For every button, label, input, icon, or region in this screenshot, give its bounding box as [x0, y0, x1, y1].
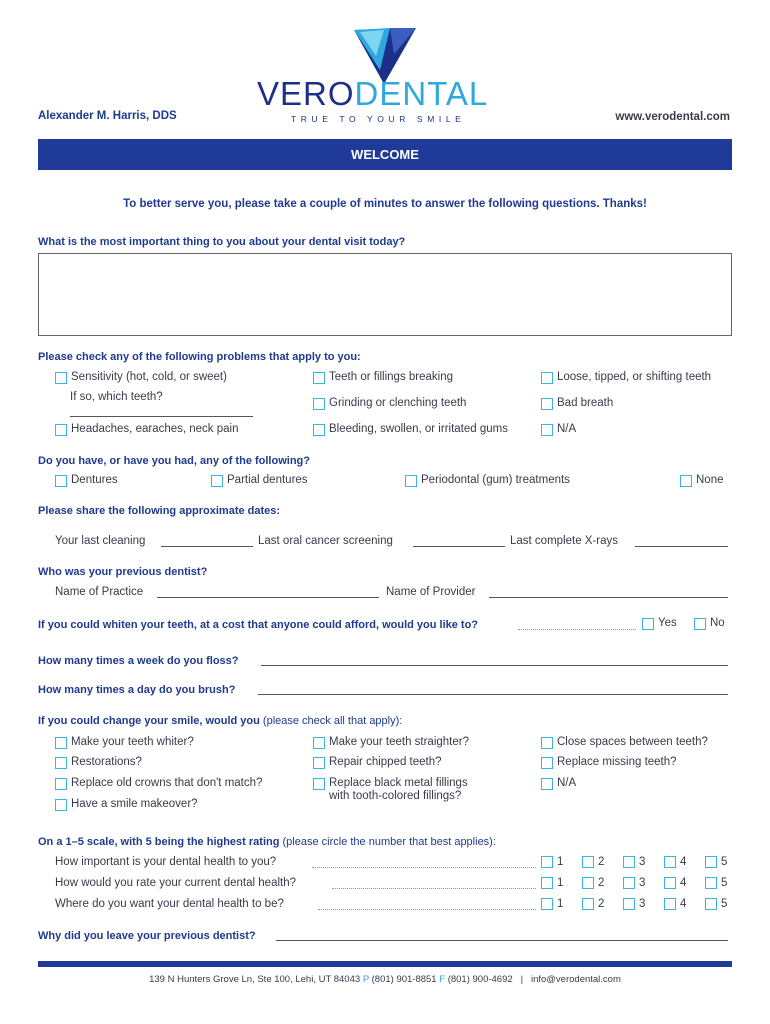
checkbox[interactable]	[694, 618, 706, 630]
footer-address: 139 N Hunters Grove Ln, Ste 100, Lehi, UT 84043	[149, 974, 361, 985]
checkbox[interactable]	[623, 877, 635, 889]
rating-5[interactable]: 5	[705, 898, 727, 910]
logo-text-dental: DENTAL	[354, 75, 489, 112]
rating-2[interactable]: 2	[582, 898, 604, 910]
last-screening-label: Last oral cancer screening	[258, 535, 393, 547]
checkbox[interactable]	[705, 898, 717, 910]
option-straighter[interactable]: Make your teeth straighter?	[313, 736, 469, 749]
logo-tagline: TRUE TO YOUR SMILE	[291, 114, 466, 124]
rating-3[interactable]: 3	[623, 898, 645, 910]
logo-text-vero: VERO	[257, 75, 355, 112]
checkbox[interactable]	[313, 757, 325, 769]
checkbox[interactable]	[541, 856, 553, 868]
option-restorations[interactable]: Restorations?	[55, 756, 142, 769]
rating-4[interactable]: 4	[664, 877, 686, 889]
doctor-name: Alexander M. Harris, DDS	[38, 110, 177, 122]
question-previous-dentist: Who was your previous dentist?	[38, 566, 208, 578]
question-whiten: If you could whiten your teeth, at a cost that anyone could afford, would you like to?	[38, 619, 479, 631]
option-problems-na[interactable]: N/A	[541, 423, 576, 436]
checkbox[interactable]	[313, 372, 325, 384]
question-scale: On a 1–5 scale, with 5 being the highest rating (please circle the number that best applies):	[38, 836, 496, 848]
practice-name-field[interactable]	[157, 597, 379, 598]
question-smile: If you could change your smile, would you (please check all that apply):	[38, 715, 403, 727]
which-teeth-line[interactable]	[70, 416, 253, 417]
option-partial-dentures[interactable]: Partial dentures	[211, 474, 308, 487]
rating-1[interactable]: 1	[541, 856, 563, 868]
checkbox[interactable]	[705, 877, 717, 889]
rating-2[interactable]: 2	[582, 877, 604, 889]
rating-4[interactable]: 4	[664, 856, 686, 868]
provider-name-field[interactable]	[489, 597, 728, 598]
footer-email[interactable]: info@verodental.com	[530, 974, 621, 985]
checkbox[interactable]	[541, 778, 553, 790]
option-grinding[interactable]: Grinding or clenching teeth	[313, 397, 466, 410]
checkbox[interactable]	[55, 757, 67, 769]
question-dates: Please share the following approximate dates:	[38, 505, 281, 517]
option-replace-missing[interactable]: Replace missing teeth?	[541, 756, 677, 769]
checkbox[interactable]	[541, 757, 553, 769]
question-problems: Please check any of the following problems that apply to you:	[38, 351, 361, 363]
provider-name-label: Name of Provider	[386, 586, 476, 598]
checkbox[interactable]	[705, 856, 717, 868]
last-cleaning-field[interactable]	[161, 546, 253, 547]
scale-row-current: How would you rate your current dental health?	[55, 877, 297, 889]
checkbox[interactable]	[664, 898, 676, 910]
option-periodontal[interactable]: Periodontal (gum) treatments	[405, 474, 570, 487]
important-textarea[interactable]	[38, 253, 732, 336]
checkbox[interactable]	[664, 877, 676, 889]
checkbox[interactable]	[313, 424, 325, 436]
rating-5[interactable]: 5	[705, 877, 727, 889]
checkbox[interactable]	[582, 856, 594, 868]
option-repair-chipped[interactable]: Repair chipped teeth?	[313, 756, 442, 769]
checkbox[interactable]	[642, 618, 654, 630]
leader-dots	[318, 909, 536, 910]
option-close-spaces[interactable]: Close spaces between teeth?	[541, 736, 708, 749]
checkbox[interactable]	[541, 898, 553, 910]
option-smile-na[interactable]: N/A	[541, 777, 576, 790]
rating-5[interactable]: 5	[705, 856, 727, 868]
option-whiten-yes[interactable]: Yes	[642, 617, 677, 630]
checkbox[interactable]	[623, 898, 635, 910]
scale-row-importance: How important is your dental health to you?	[55, 856, 277, 868]
option-history-none[interactable]: None	[680, 474, 724, 487]
footer-contact	[0, 974, 770, 985]
checkbox[interactable]	[55, 372, 67, 384]
intro-text: To better serve you, please take a couple of minutes to answer the following questions. Thanks!	[123, 198, 647, 210]
last-xrays-label: Last complete X-rays	[510, 535, 619, 547]
footer-separator: |	[520, 974, 524, 985]
whiten-leader-dots	[518, 629, 636, 630]
checkbox[interactable]	[541, 424, 553, 436]
rating-3[interactable]: 3	[623, 877, 645, 889]
checkbox[interactable]	[55, 799, 67, 811]
option-loose[interactable]: Loose, tipped, or shifting teeth	[541, 371, 711, 384]
why-left-field[interactable]	[276, 940, 728, 941]
option-whiten-no[interactable]: No	[694, 617, 725, 630]
checkbox[interactable]	[541, 737, 553, 749]
which-teeth-label: If so, which teeth?	[70, 391, 163, 403]
checkbox[interactable]	[582, 898, 594, 910]
question-floss: How many times a week do you floss?	[38, 655, 239, 667]
checkbox[interactable]	[541, 372, 553, 384]
question-important: What is the most important thing to you about your dental visit today?	[38, 236, 406, 248]
option-sensitivity[interactable]: Sensitivity (hot, cold, or sweet)	[55, 371, 227, 384]
last-screening-field[interactable]	[413, 546, 505, 547]
practice-name-label: Name of Practice	[55, 586, 144, 598]
leader-dots	[312, 867, 536, 868]
checkbox[interactable]	[55, 424, 67, 436]
question-why-left: Why did you leave your previous dentist?	[38, 930, 256, 942]
option-bleeding[interactable]: Bleeding, swollen, or irritated gums	[313, 423, 508, 436]
scale-row-goal: Where do you want your dental health to be?	[55, 898, 284, 910]
checkbox[interactable]	[405, 475, 417, 487]
question-history: Do you have, or have you had, any of the following?	[38, 455, 310, 467]
checkbox[interactable]	[680, 475, 692, 487]
welcome-title: WELCOME	[351, 147, 419, 162]
website: www.verodental.com	[615, 111, 730, 123]
checkbox[interactable]	[55, 737, 67, 749]
leader-dots	[332, 888, 536, 889]
checkbox[interactable]	[623, 856, 635, 868]
rating-3[interactable]: 3	[623, 856, 645, 868]
checkbox[interactable]	[313, 778, 325, 790]
rating-4[interactable]: 4	[664, 898, 686, 910]
checkbox[interactable]	[664, 856, 676, 868]
logo	[255, 22, 515, 132]
option-dentures[interactable]: Dentures	[55, 474, 118, 487]
brush-field[interactable]	[258, 694, 728, 695]
footer-phone-label: P	[362, 974, 369, 985]
option-makeover[interactable]: Have a smile makeover?	[55, 798, 198, 811]
checkbox[interactable]	[313, 737, 325, 749]
footer-divider	[38, 961, 732, 967]
rating-1[interactable]: 1	[541, 877, 563, 889]
option-bad-breath[interactable]: Bad breath	[541, 397, 613, 410]
option-headaches[interactable]: Headaches, earaches, neck pain	[55, 423, 239, 436]
last-xrays-field[interactable]	[635, 546, 728, 547]
option-whiter[interactable]: Make your teeth whiter?	[55, 736, 194, 749]
checkbox[interactable]	[541, 877, 553, 889]
footer-fax-label: F	[439, 974, 446, 985]
checkbox[interactable]	[541, 398, 553, 410]
checkbox[interactable]	[55, 778, 67, 790]
checkbox[interactable]	[582, 877, 594, 889]
floss-field[interactable]	[261, 665, 728, 666]
welcome-banner	[38, 139, 732, 170]
option-teeth-breaking[interactable]: Teeth or fillings breaking	[313, 371, 453, 384]
option-replace-crowns[interactable]: Replace old crowns that don't match?	[55, 777, 262, 790]
last-cleaning-label: Your last cleaning	[55, 535, 146, 547]
rating-1[interactable]: 1	[541, 898, 563, 910]
footer-fax: (801) 900-4692	[447, 974, 513, 985]
checkbox[interactable]	[55, 475, 67, 487]
option-replace-fillings[interactable]: Replace black metal fillings with tooth-colored fillings?	[313, 777, 468, 803]
footer-phone: (801) 901-8851	[371, 974, 437, 985]
checkbox[interactable]	[211, 475, 223, 487]
question-brush: How many times a day do you brush?	[38, 684, 236, 696]
checkbox[interactable]	[313, 398, 325, 410]
rating-2[interactable]: 2	[582, 856, 604, 868]
